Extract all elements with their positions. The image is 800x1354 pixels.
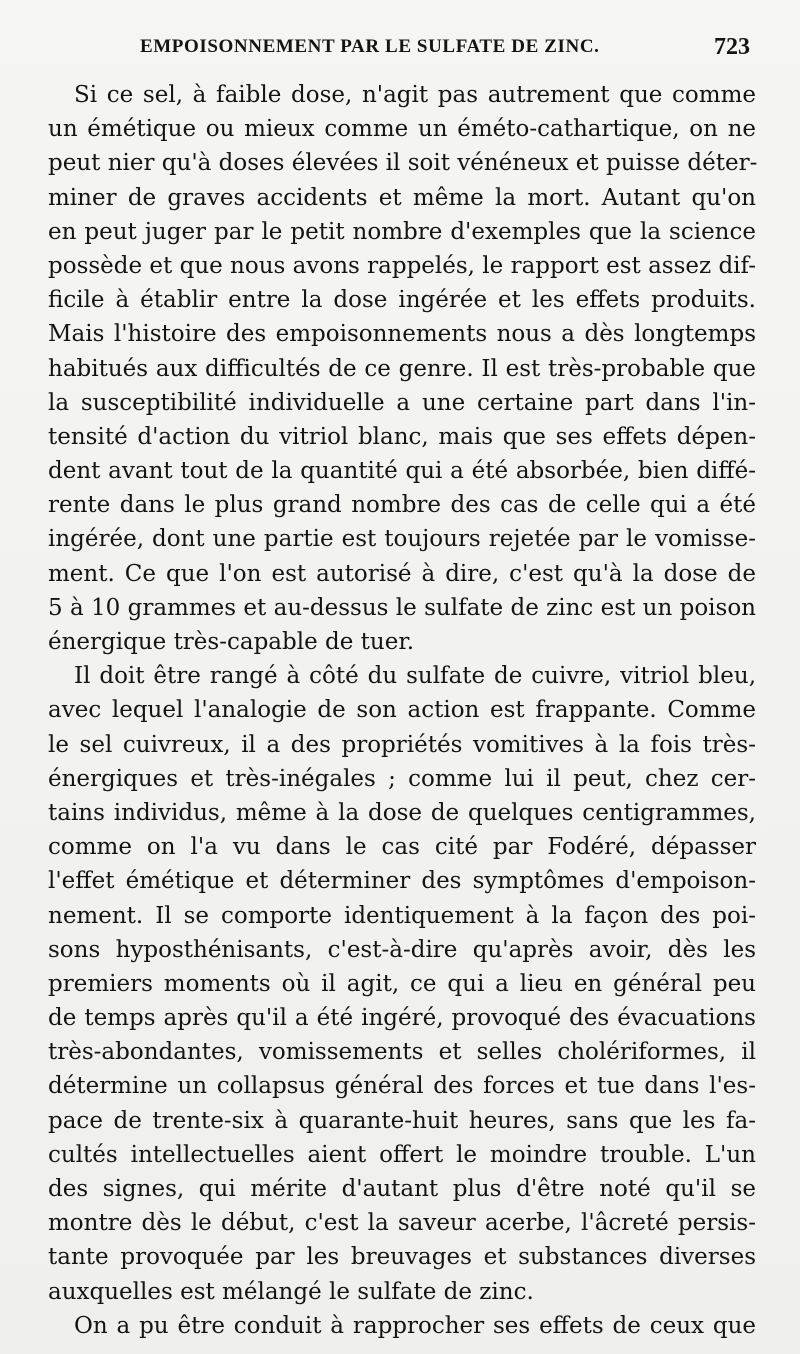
text-line: énergiques et très-inégales ; comme lui il peut, chez cer- [48, 765, 756, 792]
text-line: premiers moments où il agit, ce qui a lieu en général peu [48, 970, 756, 997]
text-line: l'effet émétique et déterminer des symptômes d'empoison- [48, 868, 756, 895]
text-line: détermine un collapsus général des forces et tue dans l'es- [48, 1073, 756, 1100]
text-line: avec lequel l'analogie de son action est frappante. Comme [48, 697, 756, 724]
text-line: peut nier qu'à doses élevées il soit vénéneux et puisse déter- [48, 150, 758, 177]
text-line: la susceptibilité individuelle a une certaine part dans l'in- [48, 389, 756, 416]
paragraph [48, 659, 756, 1309]
text-line: en peut juger par le petit nombre d'exemples que la science [48, 218, 756, 245]
text-line: dent avant tout de la quantité qui a été absorbée, bien diffé- [48, 458, 756, 485]
running-head [140, 36, 750, 66]
text-line: montre dès le début, c'est la saveur acerbe, l'âcreté persis- [48, 1210, 756, 1237]
page-number: 723 [714, 34, 750, 60]
paragraph [48, 1309, 756, 1343]
text-line: sons hyposthénisants, c'est-à-dire qu'après avoir, dès les [48, 936, 756, 963]
text-line: tante provoquée par les breuvages et substances diverses [48, 1244, 756, 1271]
text-line: des signes, qui mérite d'autant plus d'être noté qu'il se [48, 1176, 756, 1202]
text-line: ingérée, dont une partie est toujours rejetée par le vomisse- [48, 526, 756, 553]
text-line: un émétique ou mieux comme un éméto-cathartique, on ne [48, 116, 756, 143]
text-line: comme on l'a vu dans le cas cité par Fodéré, dépasser [48, 834, 756, 861]
text-line: tensité d'action du vitriol blanc, mais que ses effets dépen- [48, 423, 756, 450]
text-line: très-abondantes, vomissements et selles cholériformes, il [48, 1039, 756, 1066]
text-line: Mais l'histoire des empoisonnements nous a dès longtemps [48, 321, 756, 348]
text-line: habitués aux difficultés de ce genre. Il est très-probable que [48, 355, 756, 382]
text-line: le sel cuivreux, il a des propriétés vomitives à la fois très- [48, 731, 756, 758]
text-line: miner de graves accidents et même la mort. Autant qu'on [48, 184, 756, 211]
paragraph [48, 78, 756, 659]
text-line: nement. Il se comporte identiquement à la façon des poi- [48, 902, 756, 929]
text-line: Si ce sel, à faible dose, n'agit pas autrement que comme [74, 82, 756, 108]
running-title: EMPOISONNEMENT PAR LE SULFATE DE ZINC. [140, 36, 600, 57]
text-line: On a pu être conduit à rapprocher ses effets de ceux que [74, 1312, 756, 1339]
text-line: auxquelles est mélangé le sulfate de zinc. [48, 1278, 534, 1305]
text-line: ment. Ce que l'on est autorisé à dire, c'est qu'à la dose de [48, 560, 756, 587]
text-line: Il doit être rangé à côté du sulfate de cuivre, vitriol bleu, [74, 663, 756, 690]
text-line: pace de trente-six à quarante-huit heures, sans que les fa- [48, 1107, 756, 1134]
text-line: cultés intellectuelles aient offert le moindre trouble. L'un [48, 1141, 756, 1168]
text-line: énergique très-capable de tuer. [48, 629, 415, 655]
text-line: tains individus, même à la dose de quelques centigrammes, [48, 799, 756, 826]
text-line: de temps après qu'il a été ingéré, provoqué des évacuations [48, 1005, 756, 1032]
body-text [48, 78, 756, 1343]
text-line: ficile à établir entre la dose ingérée et les effets produits. [48, 287, 756, 314]
text-line: 5 à 10 grammes et au-dessus le sulfate de zinc est un poison [48, 594, 756, 621]
text-line: rente dans le plus grand nombre des cas de celle qui a été [48, 492, 756, 519]
text-line: possède et que nous avons rappelés, le rapport est assez dif- [48, 252, 756, 279]
